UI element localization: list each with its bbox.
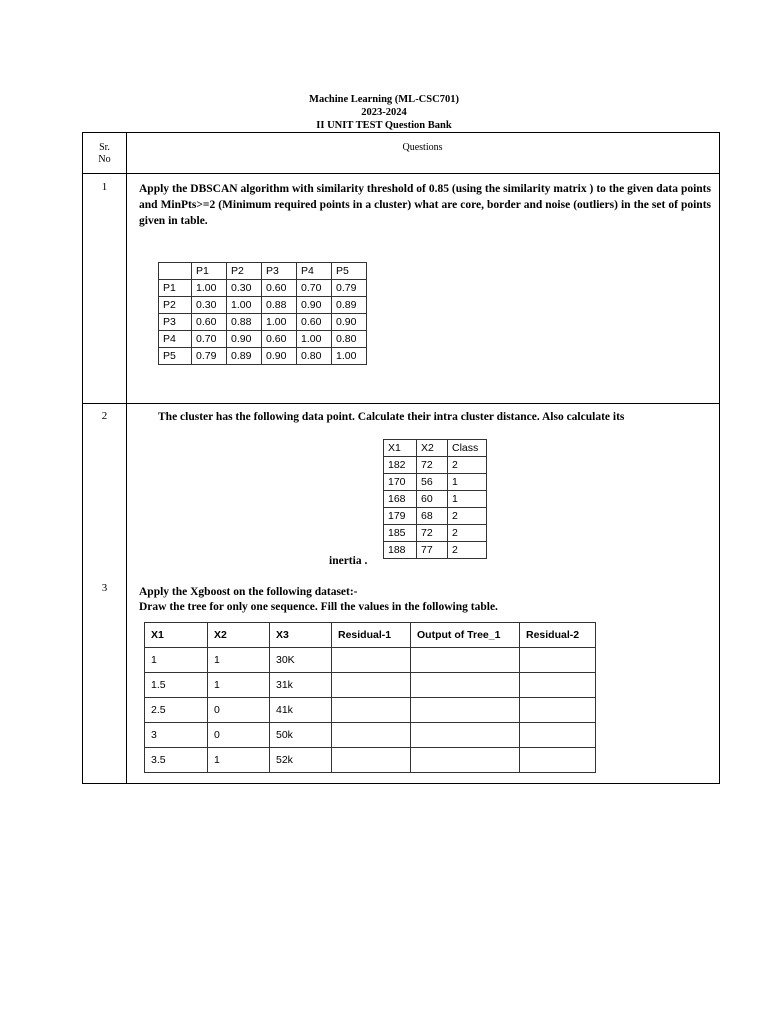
table-cell <box>411 748 520 773</box>
table-cell: P1 <box>159 280 192 297</box>
table-row <box>145 748 596 773</box>
table-cell: 185 <box>384 525 417 542</box>
table-cell: 0.79 <box>332 280 367 297</box>
table-cell: 56 <box>417 474 448 491</box>
table-cell: 1.00 <box>332 348 367 365</box>
table-cell: 60 <box>417 491 448 508</box>
table-row <box>159 348 367 365</box>
table-cell: 0.80 <box>332 331 367 348</box>
table-cell: 2 <box>448 508 487 525</box>
table-cell: 2 <box>448 525 487 542</box>
table-cell <box>332 648 411 673</box>
question-3-line1: Apply the Xgboost on the following dataset:- <box>139 586 358 598</box>
table-cell: 1 <box>208 648 270 673</box>
table-cell <box>332 748 411 773</box>
table-cell: 0 <box>208 723 270 748</box>
table-cell: 0.60 <box>262 280 297 297</box>
table-header-row <box>145 623 596 648</box>
column-header: X2 <box>208 623 270 648</box>
xgboost-table <box>144 622 596 773</box>
column-header: Residual-1 <box>332 623 411 648</box>
table-cell: 168 <box>384 491 417 508</box>
table-cell: 0.90 <box>227 331 262 348</box>
table-cell: 72 <box>417 525 448 542</box>
document-title: Machine Learning (ML-CSC701) <box>309 94 459 105</box>
questions-header: Questions <box>402 142 443 153</box>
table-cell: 2 <box>448 457 487 474</box>
similarity-matrix-table <box>158 262 367 365</box>
table-cell: 1 <box>208 748 270 773</box>
table-cell: 1.00 <box>297 331 332 348</box>
column-divider <box>126 133 127 783</box>
table-cell: 3.5 <box>145 748 208 773</box>
table-cell: 1.00 <box>192 280 227 297</box>
table-row <box>384 525 487 542</box>
question-2-text: The cluster has the following data point. Calculate their intra cluster distance. Also calculate its <box>158 411 625 423</box>
table-cell: 41k <box>270 698 332 723</box>
column-header: X3 <box>270 623 332 648</box>
table-cell: 2.5 <box>145 698 208 723</box>
question-number: 1 <box>101 181 108 193</box>
table-cell: 50k <box>270 723 332 748</box>
table-cell <box>332 723 411 748</box>
table-row <box>145 698 596 723</box>
table-cell: 0.60 <box>262 331 297 348</box>
table-cell: P4 <box>159 331 192 348</box>
table-row <box>145 648 596 673</box>
table-row <box>384 491 487 508</box>
table-cell: 179 <box>384 508 417 525</box>
table-header-row <box>159 263 367 280</box>
column-header: P3 <box>262 263 297 280</box>
table-cell: 1.5 <box>145 673 208 698</box>
table-row <box>145 723 596 748</box>
table-cell: 0.30 <box>192 297 227 314</box>
table-cell: 1 <box>145 648 208 673</box>
table-row <box>159 314 367 331</box>
column-header: Output of Tree_1 <box>411 623 520 648</box>
table-cell: 0.30 <box>227 280 262 297</box>
table-cell: 1 <box>448 474 487 491</box>
table-row <box>384 457 487 474</box>
table-cell: 0.70 <box>192 331 227 348</box>
table-cell: 0.89 <box>332 297 367 314</box>
table-cell: 30K <box>270 648 332 673</box>
column-header: Residual-2 <box>520 623 596 648</box>
table-cell: 1 <box>448 491 487 508</box>
table-cell <box>411 648 520 673</box>
column-header: P1 <box>192 263 227 280</box>
table-cell: 0.89 <box>227 348 262 365</box>
table-cell <box>411 698 520 723</box>
table-cell: 170 <box>384 474 417 491</box>
table-cell: 0.80 <box>297 348 332 365</box>
column-header: P2 <box>227 263 262 280</box>
table-cell: 0.90 <box>297 297 332 314</box>
question-number: 2 <box>101 410 108 422</box>
table-cell <box>520 698 596 723</box>
table-cell <box>332 673 411 698</box>
table-cell <box>411 723 520 748</box>
table-cell: 0.90 <box>262 348 297 365</box>
table-cell: 182 <box>384 457 417 474</box>
table-row <box>159 331 367 348</box>
column-header: P5 <box>332 263 367 280</box>
table-cell: P5 <box>159 348 192 365</box>
table-header-row <box>384 440 487 457</box>
table-cell <box>520 673 596 698</box>
table-cell: 0.88 <box>262 297 297 314</box>
column-header: X1 <box>145 623 208 648</box>
document-subtitle: II UNIT TEST Question Bank <box>316 120 452 131</box>
table-row <box>384 474 487 491</box>
question-2-tail: inertia . <box>329 555 368 567</box>
table-cell: 0.70 <box>297 280 332 297</box>
column-header: X2 <box>417 440 448 457</box>
table-cell <box>332 698 411 723</box>
table-row <box>159 297 367 314</box>
column-header: X1 <box>384 440 417 457</box>
table-cell <box>520 723 596 748</box>
table-cell: 31k <box>270 673 332 698</box>
table-row <box>145 673 596 698</box>
table-row <box>159 280 367 297</box>
academic-year: 2023-2024 <box>361 107 407 118</box>
table-cell: 3 <box>145 723 208 748</box>
table-cell: P2 <box>159 297 192 314</box>
table-cell: 0 <box>208 698 270 723</box>
question-1-text: Apply the DBSCAN algorithm with similarity threshold of 0.85 (using the similarity matrix ) to the given data points and MinPts>=2 (Minimum required points in a cluster) what are core, border and noise (outliers) in the set of points given in table. <box>139 183 711 227</box>
question-number: 3 <box>101 582 108 594</box>
row-divider <box>83 403 719 404</box>
table-cell: 1.00 <box>227 297 262 314</box>
column-header <box>159 263 192 280</box>
table-row <box>384 508 487 525</box>
table-cell <box>520 648 596 673</box>
table-cell: 0.60 <box>297 314 332 331</box>
table-row <box>384 542 487 559</box>
table-cell: 0.79 <box>192 348 227 365</box>
table-cell: 1.00 <box>262 314 297 331</box>
table-cell: 0.60 <box>192 314 227 331</box>
table-cell: 2 <box>448 542 487 559</box>
table-cell: P3 <box>159 314 192 331</box>
table-cell <box>520 748 596 773</box>
table-cell: 52k <box>270 748 332 773</box>
column-header: Class <box>448 440 487 457</box>
table-cell: 77 <box>417 542 448 559</box>
column-header: P4 <box>297 263 332 280</box>
table-cell: 1 <box>208 673 270 698</box>
sr-no-header: Sr. No <box>98 142 111 165</box>
question-3-line2: Draw the tree for only one sequence. Fill the values in the following table. <box>139 601 498 613</box>
table-cell <box>411 673 520 698</box>
row-divider <box>83 173 719 174</box>
question-bank-table <box>82 132 720 784</box>
table-cell: 72 <box>417 457 448 474</box>
table-cell: 68 <box>417 508 448 525</box>
table-cell: 0.88 <box>227 314 262 331</box>
table-cell: 0.90 <box>332 314 367 331</box>
table-cell: 188 <box>384 542 417 559</box>
cluster-data-table <box>383 439 487 559</box>
